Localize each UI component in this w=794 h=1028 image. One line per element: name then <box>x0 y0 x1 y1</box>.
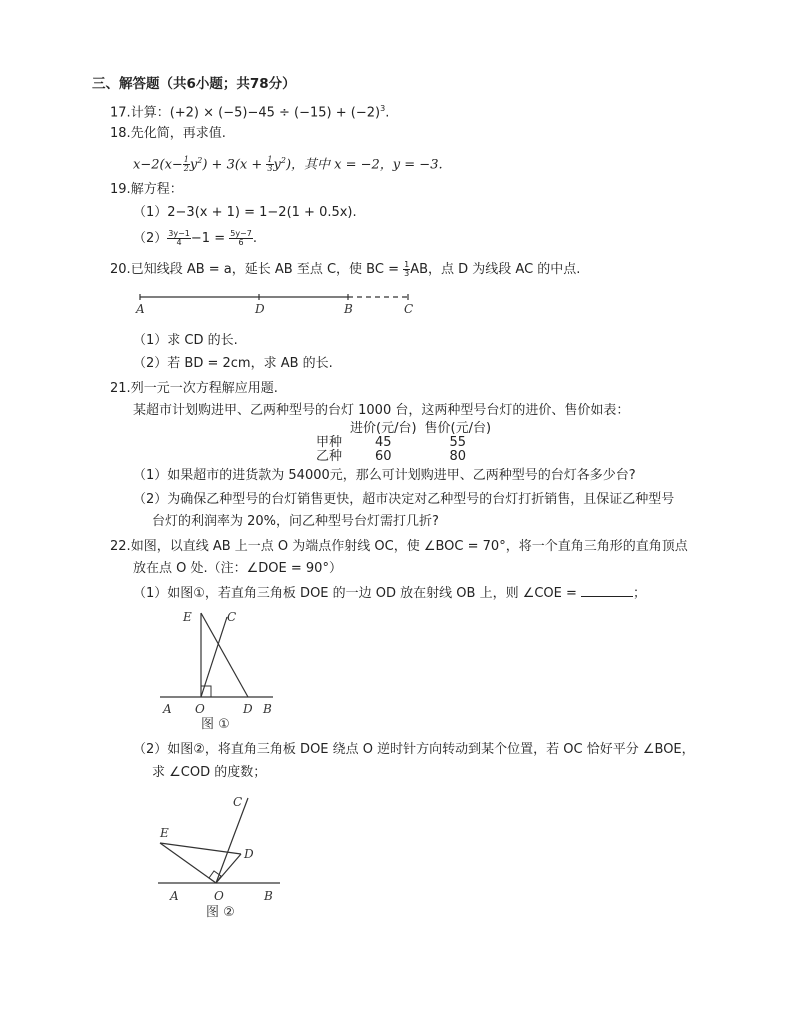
table-header: 进价(元/台) <box>350 421 417 436</box>
q19-f1-numerator: 3y−1 <box>168 229 190 238</box>
q21-sub-2-line-2: 台灯的利润率为 20%，问乙种型号台灯需打几折? <box>152 514 439 529</box>
question-18-title <box>110 125 226 143</box>
q20-part-1: 已知线段 AB = a，延长 AB 至点 C，使 BC = <box>130 262 404 277</box>
question-22-line-1 <box>110 538 688 556</box>
table-header-row <box>312 422 495 436</box>
q18-part-1: x−2(x− <box>133 157 183 173</box>
q20-segment-figure <box>130 285 430 321</box>
q19-f2-numerator: 5y−7 <box>230 229 252 238</box>
q18-title: 先化简，再求值. <box>130 126 226 141</box>
label-b: B <box>264 889 273 903</box>
label-d: D <box>244 847 254 861</box>
q18-part-3: ) + 3(x + <box>202 157 267 173</box>
q21-number: 21. <box>110 381 131 396</box>
label-a: A <box>136 302 145 316</box>
q18-part-2: y <box>189 157 198 173</box>
label-c: C <box>233 795 243 809</box>
label-d: D <box>255 302 265 316</box>
table-row <box>312 436 495 450</box>
q22-sub-1-end: ； <box>633 586 647 601</box>
label-e: E <box>160 826 169 840</box>
q20-part-2: AB，点 D 为线段 AC 的中点. <box>410 262 581 277</box>
q19-s2-label: （2） <box>133 231 168 246</box>
q22-part-1: 如图，以直线 AB 上一点 O 为端点作射线 OC，使 ∠BOC = 70°，将一个直角三角形的直角顶点 <box>130 539 688 554</box>
label-c: C <box>227 610 237 624</box>
q18-expression <box>133 150 443 176</box>
q21-intro: 某超市计划购进甲、乙两种型号的台灯 1000 台，这两种型号台灯的进价、售价如表： <box>133 403 630 418</box>
table-header <box>312 422 346 436</box>
label-e: E <box>183 610 192 624</box>
figure-2 <box>150 790 290 920</box>
q19-sub-2 <box>133 228 257 250</box>
ray-oc <box>201 617 227 697</box>
q19-number: 19. <box>110 182 131 197</box>
question-19-title <box>110 181 183 199</box>
q19-fraction-1 <box>167 230 191 247</box>
figure-2-caption: 图 ② <box>206 905 235 920</box>
table-cell: 45 <box>375 435 392 450</box>
answer-blank[interactable] <box>581 584 633 597</box>
figure-1-caption: 图 ① <box>201 717 230 732</box>
q22-number: 22. <box>110 539 131 554</box>
q22-sub-1-text: （1）如图①，若直角三角板 DOE 的一边 OD 放在射线 OB 上，则 ∠COE = <box>133 586 582 601</box>
question-21-title <box>110 380 278 398</box>
label-d: D <box>243 702 253 716</box>
price-table <box>312 422 495 464</box>
q18-f1-numerator: 1 <box>183 155 189 165</box>
table-cell: 60 <box>375 449 392 464</box>
q22-sub-1 <box>133 584 646 603</box>
q19-title: 解方程： <box>130 182 183 197</box>
q17-exponent: 3 <box>380 104 386 113</box>
q22-line-2: 放在点 O 处.（注：∠DOE = 90°） <box>133 561 342 576</box>
q19-f2-denominator: 6 <box>238 238 244 247</box>
q18-part-4: y <box>273 157 281 173</box>
q18-f1-denominator: 2 <box>183 164 189 174</box>
q17-end: . <box>385 105 390 121</box>
q19-s2-middle: −1 = <box>190 231 230 246</box>
q20-numerator: 1 <box>404 260 410 269</box>
q22-sub-2-line-2: 求 ∠COD 的度数； <box>152 765 267 780</box>
q18-number: 18. <box>110 126 131 141</box>
q19-f1-denominator: 4 <box>176 238 182 247</box>
label-a: A <box>170 889 179 903</box>
q22-sub-2-line-1: （2）如图②，将直角三角板 DOE 绕点 O 逆时针方向转动到某个位置，若 OC 恰好平分 ∠BOE， <box>133 742 695 757</box>
q21-sub-1: （1）如果超市的进货款为 54000元，那么可计划购进甲、乙两种型号的台灯各多少台? <box>133 468 636 483</box>
label-b: B <box>344 302 353 316</box>
q17-number: 17. <box>110 105 131 121</box>
q18-f2-denominator: 3 <box>267 164 273 174</box>
q21-title: 列一元一次方程解应用题. <box>130 381 278 396</box>
table-cell: 55 <box>449 435 467 450</box>
ray-oc <box>216 798 248 883</box>
table-cell: 甲种 <box>316 435 343 450</box>
q19-fraction-2 <box>229 230 253 247</box>
q20-sub-2: （2）若 BD = 2cm，求 AB 的长. <box>133 356 333 371</box>
q18-exp-1: 2 <box>197 156 203 165</box>
q17-expression: 计算：(+2) × (−5)−45 ÷ (−15) + (−2) <box>130 105 381 121</box>
q19-s2-end: . <box>252 231 257 246</box>
q19-sub-1: （1）2−3(x + 1) = 1−2(1 + 0.5x). <box>133 205 357 220</box>
section-heading: 三、解答题（共6小题；共78分） <box>92 76 296 92</box>
q18-exp-2: 2 <box>280 156 286 165</box>
q18-fraction-1 <box>183 156 190 173</box>
q18-f2-numerator: 1 <box>267 155 273 165</box>
q20-sub-1: （1）求 CD 的长. <box>133 333 238 348</box>
segment-do <box>216 854 241 883</box>
label-c: C <box>404 302 414 316</box>
label-o: O <box>214 889 224 903</box>
table-row <box>312 450 495 464</box>
table-cell: 80 <box>449 449 467 464</box>
label-o: O <box>195 702 205 716</box>
q18-fraction-2 <box>266 156 273 173</box>
q20-denominator: 3 <box>404 269 410 278</box>
question-20 <box>110 260 580 280</box>
q20-number: 20. <box>110 262 131 277</box>
table-cell: 乙种 <box>316 449 343 464</box>
question-17 <box>110 100 389 122</box>
q21-sub-2-line-1: （2）为确保乙种型号的台灯销售更快，超市决定对乙种型号的台灯打折销售，且保证乙种型号 <box>133 492 675 507</box>
label-a: A <box>163 702 172 716</box>
q18-part-5: )，其中 x = −2，y = −3. <box>285 157 443 173</box>
table-header: 售价(元/台) <box>424 421 492 436</box>
figure-1 <box>155 605 285 735</box>
label-b: B <box>263 702 272 716</box>
